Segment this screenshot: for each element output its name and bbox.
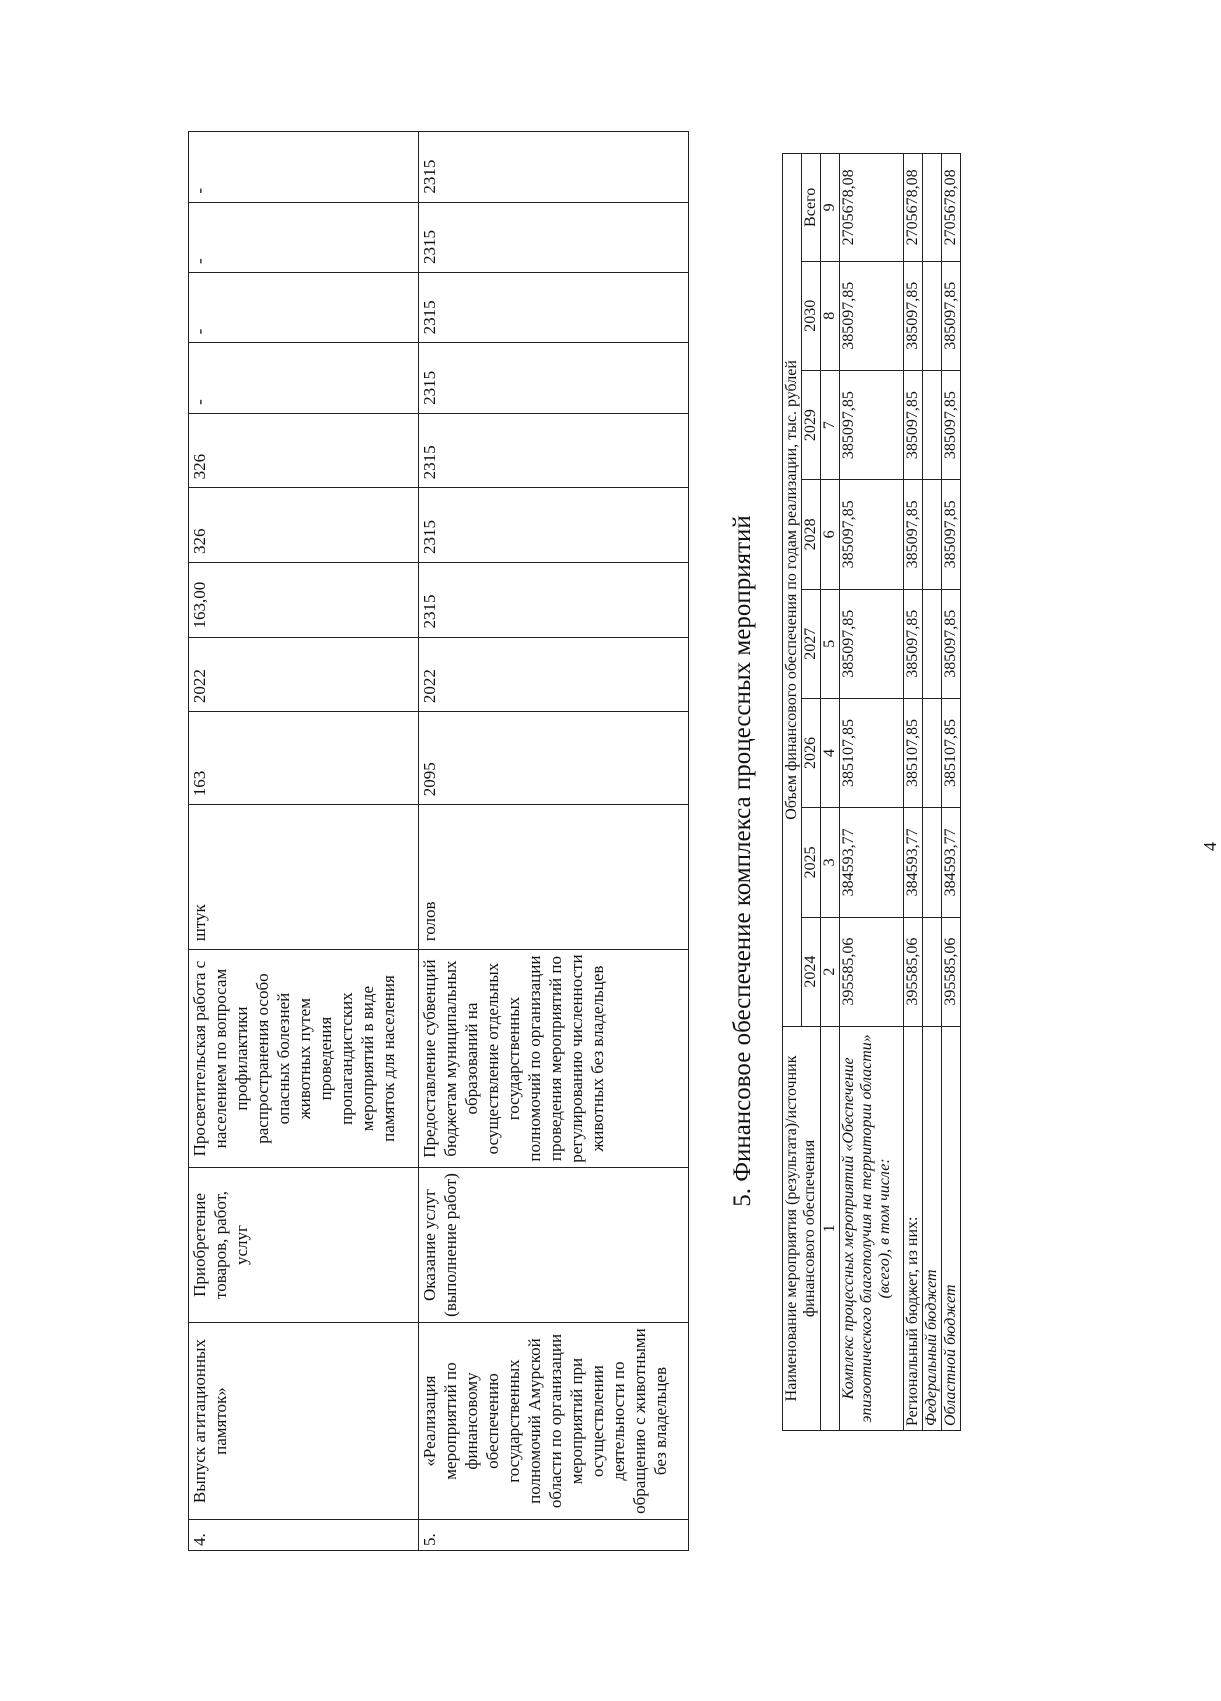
year-header: 2026	[802, 698, 821, 807]
finance-value	[923, 370, 942, 479]
activity-type: Оказание услуг (выполнение работ)	[419, 1167, 689, 1322]
finance-value: 385097,85	[904, 370, 923, 479]
value-cell: 2315	[419, 272, 689, 342]
finance-value: 385097,85	[942, 480, 961, 589]
finance-value: 2705678,08	[904, 154, 923, 262]
finance-value: 385097,85	[904, 261, 923, 370]
activities-table	[188, 131, 689, 1551]
section-heading: 5. Финансовое обеспечение комплекса процессных мероприятий	[729, 515, 756, 1207]
col-number: 1	[821, 1026, 840, 1430]
row-number: 5.	[419, 1519, 689, 1550]
value-cell: 326	[189, 413, 419, 488]
activity-unit: голов	[419, 805, 689, 950]
finance-table	[782, 153, 961, 1431]
col-number: 8	[821, 261, 840, 370]
table-row	[419, 132, 689, 1551]
finance-value: 385097,85	[840, 480, 904, 589]
activity-unit: штук	[189, 805, 419, 950]
finance-value: 395585,06	[840, 917, 904, 1026]
finance-value: 385097,85	[904, 589, 923, 698]
year-header: 2025	[802, 808, 821, 917]
finance-value: 385097,85	[904, 480, 923, 589]
value-cell: 163	[189, 712, 419, 805]
col-number: 6	[821, 480, 840, 589]
value-cell: -	[189, 132, 419, 203]
value-cell: -	[189, 272, 419, 342]
finance-value: 2705678,08	[942, 154, 961, 262]
finance-value	[923, 154, 942, 262]
col-number: 2	[821, 917, 840, 1026]
col-number: 9	[821, 154, 840, 262]
year-header: 2024	[802, 917, 821, 1026]
table-row	[821, 154, 840, 1431]
finance-value: 384593,77	[942, 808, 961, 917]
value-cell: 2315	[419, 132, 689, 203]
value-cell: 2315	[419, 202, 689, 272]
finance-value: 385097,85	[840, 370, 904, 479]
col-number: 3	[821, 808, 840, 917]
row-number: 4.	[189, 1519, 419, 1550]
finance-value: 395585,06	[942, 917, 961, 1026]
table-row	[923, 154, 942, 1431]
year-header: 2030	[802, 261, 821, 370]
finance-value: 385097,85	[942, 370, 961, 479]
finance-value: 385107,85	[840, 698, 904, 807]
finance-value: 384593,77	[904, 808, 923, 917]
finance-value	[923, 589, 942, 698]
value-cell: 2095	[419, 712, 689, 805]
value-cell: 163,00	[189, 562, 419, 637]
finance-value: 385097,85	[942, 261, 961, 370]
finance-value: 385107,85	[942, 698, 961, 807]
activity-name: «Реализация мероприятий по финансовому обеспечению государственных полномочий Амурской области по организации мероприятий при осуществлении деятельности по обращению с животными без владельцев	[419, 1323, 689, 1520]
year-header: 2029	[802, 370, 821, 479]
finance-row-name: Комплекс процессных мероприятий «Обеспечение эпизоотического благополучия на территории области» (всего), в том числе:	[840, 1026, 904, 1430]
value-cell: 2315	[419, 562, 689, 637]
value-cell: 2022	[419, 637, 689, 712]
activity-description: Предоставление субвенций бюджетам муниципальных образований на осуществление отдельных государственных полномочий по организации проведения мероприятий по регулированию численности животных без владельцев	[419, 950, 689, 1168]
table-row	[904, 154, 923, 1431]
finance-row-name: Федеральный бюджет	[923, 1026, 942, 1430]
finance-value: 385097,85	[942, 589, 961, 698]
finance-value	[923, 698, 942, 807]
value-cell: 2315	[419, 488, 689, 563]
value-cell: 2315	[419, 413, 689, 488]
value-cell: -	[189, 343, 419, 413]
value-cell: 2315	[419, 343, 689, 413]
table-row	[189, 132, 419, 1551]
year-header: 2027	[802, 589, 821, 698]
value-cell: 326	[189, 488, 419, 563]
header-name: Наименование мероприятия (результата)/источник финансового обеспечения	[783, 1026, 821, 1430]
finance-value	[923, 917, 942, 1026]
finance-value	[923, 480, 942, 589]
year-header: 2028	[802, 480, 821, 589]
finance-value: 384593,77	[840, 808, 904, 917]
activity-type: Приобретение товаров, работ, услуг	[189, 1167, 419, 1322]
table-row	[942, 154, 961, 1431]
col-number: 4	[821, 698, 840, 807]
finance-row-name: Региональный бюджет, из них:	[904, 1026, 923, 1430]
finance-value	[923, 808, 942, 917]
table-header-row	[783, 154, 802, 1431]
activity-description: Просветительская работа с населением по вопросам профилактики распространения особо опасных болезней животных путем проведения пропагандистских мероприятий в виде памяток для населения	[189, 950, 419, 1168]
value-cell: 2022	[189, 637, 419, 712]
finance-value	[923, 261, 942, 370]
finance-value: 385097,85	[840, 261, 904, 370]
table-row	[840, 154, 904, 1431]
finance-value: 395585,06	[904, 917, 923, 1026]
finance-value: 385097,85	[840, 589, 904, 698]
col-number: 5	[821, 589, 840, 698]
header-volume: Объем финансового обеспечения по годам реализации, тыс. рублей	[783, 154, 802, 1027]
value-cell: -	[189, 202, 419, 272]
finance-value: 385107,85	[904, 698, 923, 807]
activity-name: Выпуск агитационных памяток»	[189, 1323, 419, 1520]
finance-row-name: Областной бюджет	[942, 1026, 961, 1430]
page-number: 4	[1200, 842, 1220, 851]
year-header: Всего	[802, 154, 821, 262]
finance-value: 2705678,08	[840, 154, 904, 262]
col-number: 7	[821, 370, 840, 479]
